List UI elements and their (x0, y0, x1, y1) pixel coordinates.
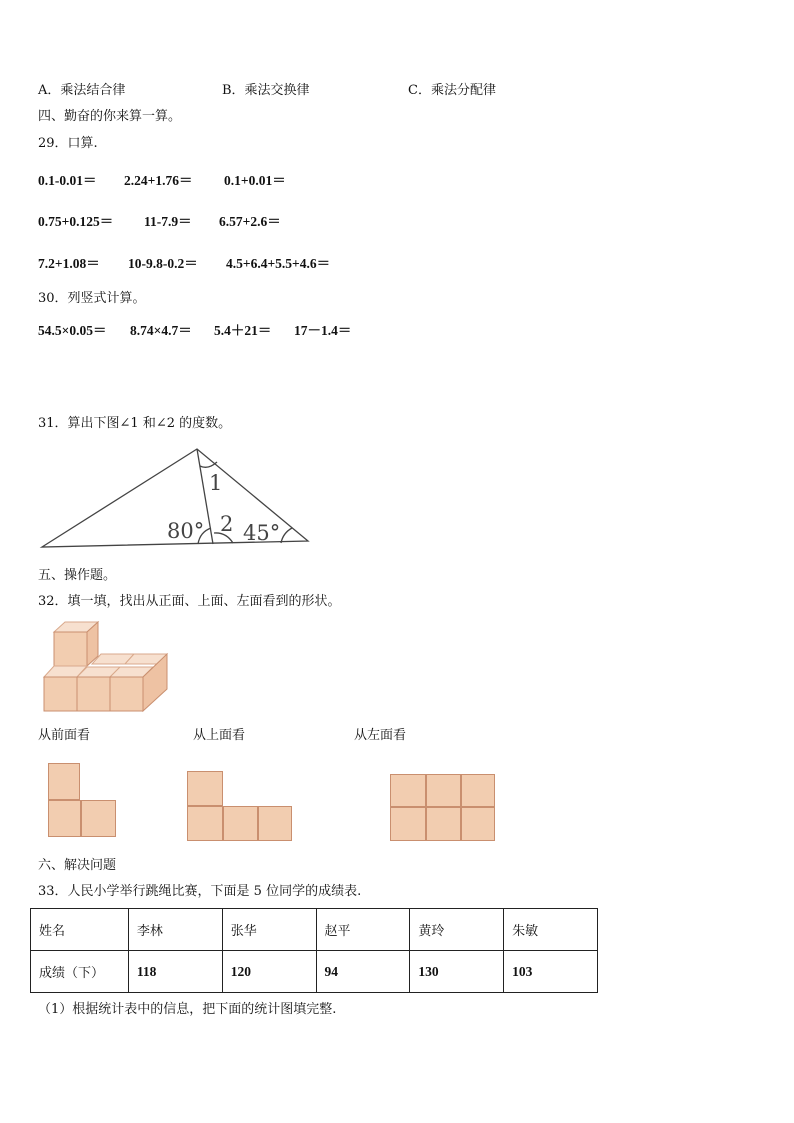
view-label-left: 从左面看 (354, 728, 407, 743)
angle-1-label: 1 (209, 471, 223, 495)
q30-item: 5.4＋21＝ (214, 323, 272, 338)
table-row (31, 909, 598, 951)
table-header-cell: 李林 (128, 909, 222, 951)
q29-item: 0.75+0.125＝ (38, 214, 114, 229)
option-b: B．乘法交换律 (222, 83, 310, 98)
view-square (187, 771, 223, 806)
q33-sub1: （1）根据统计表中的信息，把下面的统计图填完整. (38, 1002, 337, 1017)
view-label-top: 从上面看 (193, 728, 246, 743)
view-square (48, 763, 80, 800)
view-square (390, 774, 426, 807)
section-5-heading: 五、操作题。 (38, 568, 117, 583)
table-header-cell: 朱敏 (504, 909, 598, 951)
q29-item: 2.24+1.76＝ (124, 173, 193, 188)
view-square (390, 807, 426, 841)
q33-title: 33．人民小学举行跳绳比赛，下面是 5 位同学的成绩表. (38, 884, 362, 899)
table-cell: 130 (410, 951, 504, 993)
view-square (426, 807, 461, 841)
view-square (81, 800, 116, 837)
table-header-cell: 赵平 (316, 909, 410, 951)
q29-item: 4.5+6.4+5.5+4.6＝ (226, 256, 331, 271)
view-square (187, 806, 223, 841)
table-cell: 成绩（下） (31, 951, 129, 993)
q29-item: 11-7.9＝ (144, 214, 192, 229)
view-square (223, 806, 258, 841)
view-square (48, 800, 81, 837)
table-cell: 103 (504, 951, 598, 993)
view-square (461, 807, 495, 841)
option-a: A．乘法结合律 (38, 83, 126, 98)
table-row (31, 951, 598, 993)
q30-item: 8.74×4.7＝ (130, 323, 192, 338)
section-4-heading: 四、勤奋的你来算一算。 (38, 109, 182, 124)
q30-item: 54.5×0.05＝ (38, 323, 107, 338)
q32-title: 32．填一填，找出从正面、上面、左面看到的形状。 (38, 594, 341, 609)
section-6-heading: 六、解决问题 (38, 858, 117, 873)
table-cell: 120 (222, 951, 316, 993)
angle-2-label: 2 (220, 512, 234, 536)
q29-item: 7.2+1.08＝ (38, 256, 100, 271)
table-header-cell: 姓名 (31, 909, 129, 951)
table-header-cell: 张华 (222, 909, 316, 951)
q29-title: 29．口算. (38, 136, 98, 151)
option-c: C．乘法分配律 (408, 83, 496, 98)
score-table (30, 908, 598, 993)
q29-item: 6.57+2.6＝ (219, 214, 281, 229)
view-square (426, 774, 461, 807)
view-square (258, 806, 292, 841)
table-header-cell: 黄玲 (410, 909, 504, 951)
table-cell: 118 (128, 951, 222, 993)
q30-item: 17－1.4＝ (294, 323, 352, 338)
angle-45-label: 45° (243, 521, 281, 545)
angle-80-label: 80° (167, 519, 205, 543)
q29-item: 0.1-0.01＝ (38, 173, 97, 188)
view-label-front: 从前面看 (38, 728, 91, 743)
view-square (461, 774, 495, 807)
q30-title: 30．列竖式计算。 (38, 291, 146, 306)
q29-item: 0.1+0.01＝ (224, 173, 286, 188)
q29-item: 10-9.8-0.2＝ (128, 256, 198, 271)
q31-title: 31．算出下图∠1 和∠2 的度数。 (38, 416, 232, 431)
cube-stack-figure (40, 620, 175, 715)
table-cell: 94 (316, 951, 410, 993)
